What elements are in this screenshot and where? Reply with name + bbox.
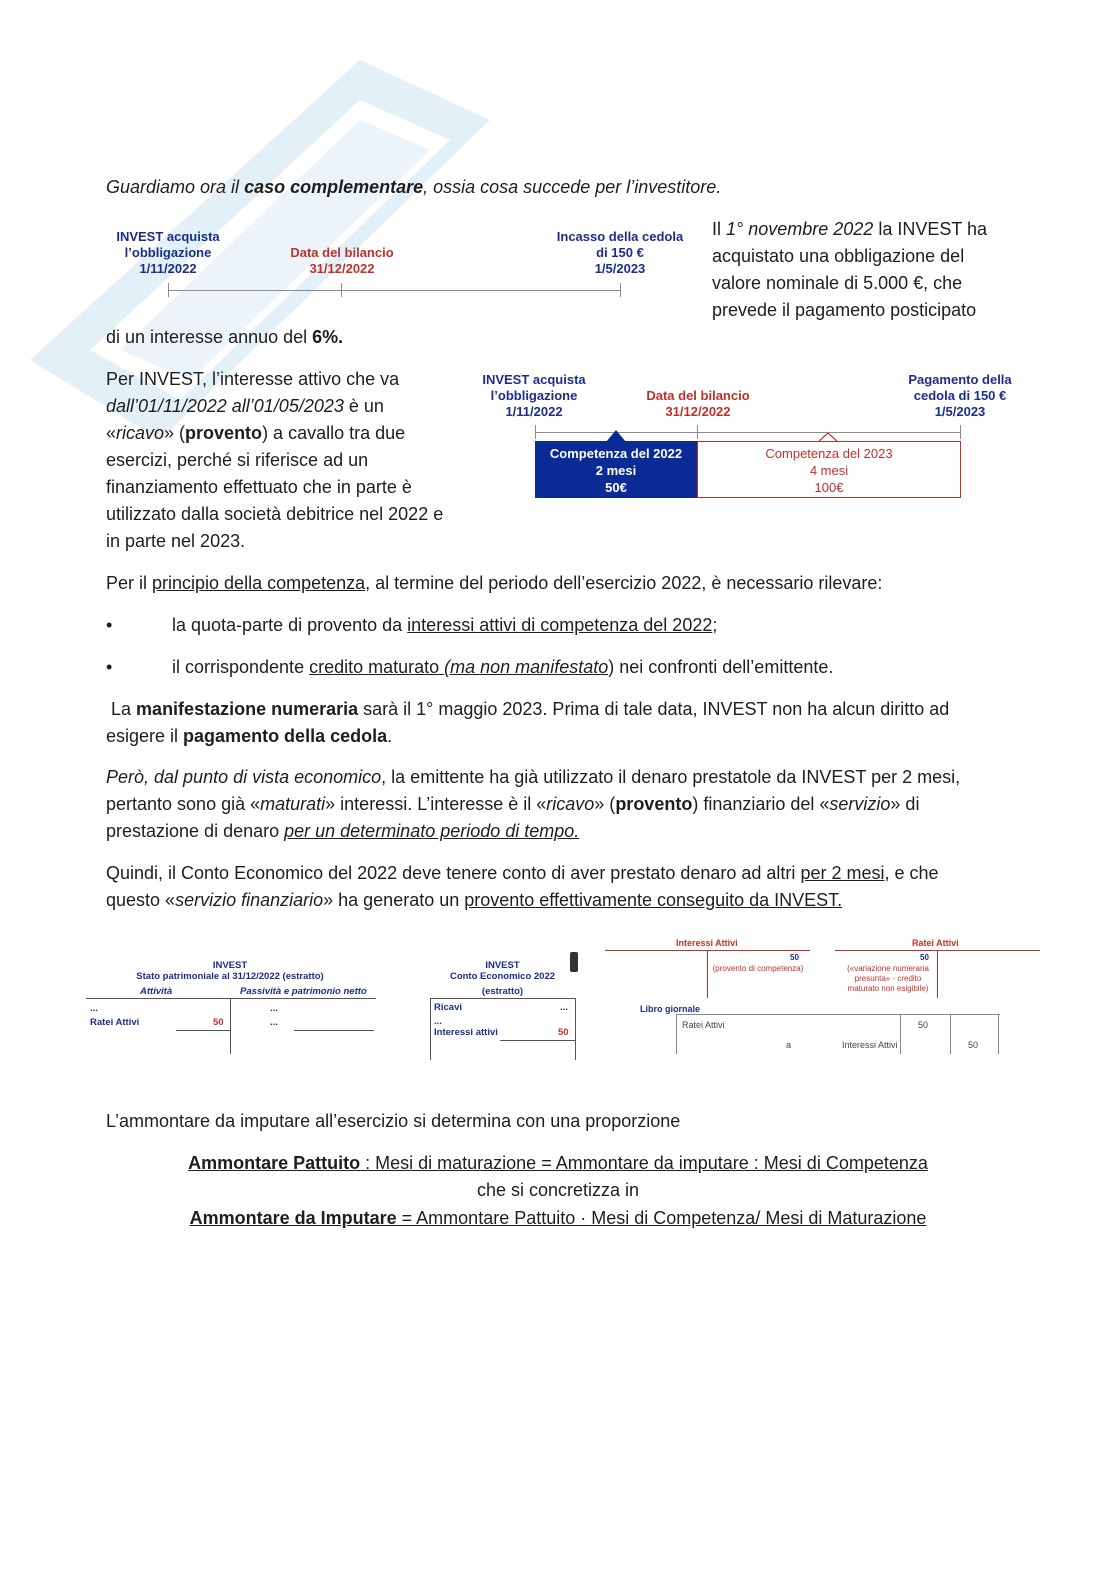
sp-dots: ...: [90, 1003, 98, 1014]
ce-left-rule: [430, 998, 431, 1060]
journal-rule: [676, 1014, 677, 1054]
sp-title: INVEST: [212, 960, 248, 971]
ce-interest-income-value: 50: [558, 1027, 569, 1038]
timeline1-label-coupon: Incasso della cedola di 150 € 1/5/2023: [556, 229, 684, 276]
timeline1-label-balance: Data del bilancio 31/12/2022: [290, 245, 394, 276]
sp-liabilities-label: Passività e patrimonio netto: [240, 986, 367, 997]
timeline2-axis: [535, 432, 961, 433]
ce-interest-income: Interessi attivi: [434, 1027, 498, 1038]
ce-revenues: Ricavi: [434, 1002, 462, 1013]
journal-rule: [998, 1014, 999, 1054]
ce-header-rule: [430, 998, 575, 999]
bullet-item-credit: il corrispondente credito maturato (ma non manifestato) nei confronti dell’emittente.: [172, 657, 834, 677]
timeline2-label-purchase: INVEST acquista l’obbligazione 1/11/2022: [482, 372, 586, 419]
scroll-marker: [570, 952, 578, 972]
ce-subtitle: Conto Economico 2022: [449, 971, 556, 982]
timeline2-tick: [697, 425, 698, 439]
ce-dots: ...: [434, 1016, 442, 1027]
timeline2-label-balance: Data del bilancio 31/12/2022: [646, 388, 750, 419]
ce-title: INVEST: [485, 960, 520, 971]
economic-paragraph: Però, dal punto di vista economico, la emittente ha già utilizzato il denaro prestatole da INVEST per 2 mesi, pertanto sono già «maturati» interessi. L’interesse è il «ricavo» (provento) finanziario del «servizio» di prestazione di denaro per un determinato periodo di tempo.: [106, 767, 961, 841]
bullet-icon: •: [106, 615, 113, 635]
t-account-interest-note: (provento di competenza): [712, 964, 804, 973]
timeline1-axis: [168, 290, 621, 291]
t-account-interest-center: [707, 950, 708, 998]
t-account-accrued-title: Ratei Attivi: [912, 938, 959, 948]
journal-rule: [900, 1014, 901, 1054]
timeline1-tick: [168, 283, 169, 297]
sp-header-rule: [86, 998, 376, 999]
sp-dots: ...: [270, 1017, 278, 1028]
competence-2022-box: Competenza del 2022 2 mesi 50€: [535, 441, 697, 498]
sp-total-rule: [176, 1030, 230, 1031]
t-account-interest-title: Interessi Attivi: [676, 938, 738, 948]
timeline2-tick: [535, 425, 536, 439]
ce-dots: ...: [560, 1002, 568, 1013]
proportion-intro: L’ammontare da imputare all’esercizio si determina con una proporzione: [106, 1111, 681, 1131]
journal-credit-account: Interessi Attivi: [842, 1040, 898, 1050]
ce-subtitle-extract: (estratto): [481, 986, 524, 997]
formula-proportion: Ammontare Pattuito : Mesi di maturazione = Ammontare da imputare : Mesi di Competenza: [188, 1153, 928, 1173]
timeline1-tick: [341, 283, 342, 297]
sp-center-rule: [230, 998, 231, 1054]
principle-sentence: Per il principio della competenza, al termine del periodo dell’esercizio 2022, è necessario rilevare:: [106, 573, 883, 593]
journal-rule: [676, 1014, 1000, 1015]
conclusion-paragraph: Quindi, il Conto Economico del 2022 deve tenere conto di aver prestato denaro ad altri per 2 mesi, e che questo «servizio finanziario» ha generato un provento effettivamente conseguito da INVEST.: [106, 863, 939, 910]
bullet-icon: •: [106, 657, 113, 677]
interest-rate-line: di un interesse annuo del 6%.: [106, 327, 344, 347]
sp-dots: ...: [270, 1003, 278, 1014]
ce-right-rule: [575, 998, 576, 1060]
journal-debit-value: 50: [918, 1020, 929, 1030]
invest-interest-paragraph: Per INVEST, l’interesse attivo che va dall’01/11/2022 all’01/05/2023 è un «ricavo» (provento) a cavallo tra due esercizi, perché si riferisce ad un finanziamento effettuato che in parte è utilizzato dalla società debitrice nel 2022 e in parte nel 2023.: [106, 369, 444, 551]
journal-title: Libro giornale: [640, 1004, 701, 1014]
bond-description: Il 1° novembre 2022 la INVEST ha acquistato una obbligazione del valore nominale di 5.000 €, che prevede il pagamento posticipato: [712, 219, 988, 320]
sp-total-rule: [294, 1030, 374, 1031]
timeline2-label-payment: Pagamento della cedola di 150 € 1/5/2023: [908, 372, 1012, 419]
formula-connector: che si concretizza in: [476, 1180, 640, 1200]
sp-accrued-income: Ratei Attivi: [90, 1017, 140, 1028]
sp-assets-label: Attività: [140, 986, 173, 997]
timeline1-tick: [620, 283, 621, 297]
journal-credit-value: 50: [968, 1040, 979, 1050]
intro-sentence: Guardiamo ora il caso complementare, ossia cosa succede per l’investitore.: [106, 177, 722, 197]
t-account-accrued-note: («variazione numeraria presunta» - credito maturato non esigibile): [847, 964, 929, 993]
sp-subtitle: Stato patrimoniale al 31/12/2022 (estratto): [136, 971, 324, 982]
journal-rule: [950, 1014, 951, 1054]
journal-debit-account: Ratei Attivi: [682, 1020, 725, 1030]
timeline2-tick: [960, 425, 961, 439]
bullet-item-interest: la quota-parte di provento da interessi attivi di competenza del 2022;: [172, 615, 718, 635]
timeline1-label-purchase: INVEST acquista l’obbligazione 1/11/2022: [116, 229, 220, 276]
sp-accrued-income-value: 50: [213, 1017, 224, 1028]
journal-a: a: [786, 1040, 792, 1050]
t-account-accrued-value: 50: [920, 953, 929, 962]
manifestation-paragraph: La manifestazione numeraria sarà il 1° maggio 2023. Prima di tale data, INVEST non ha alcun diritto ad esigere il pagamento della cedola.: [106, 699, 950, 746]
formula-result: Ammontare da Imputare = Ammontare Pattuito · Mesi di Competenza/ Mesi di Maturazione: [189, 1208, 927, 1228]
competence-2023-box: Competenza del 2023 4 mesi 100€: [697, 441, 961, 498]
t-account-interest-value: 50: [790, 953, 799, 962]
ce-total-rule: [500, 1040, 575, 1041]
